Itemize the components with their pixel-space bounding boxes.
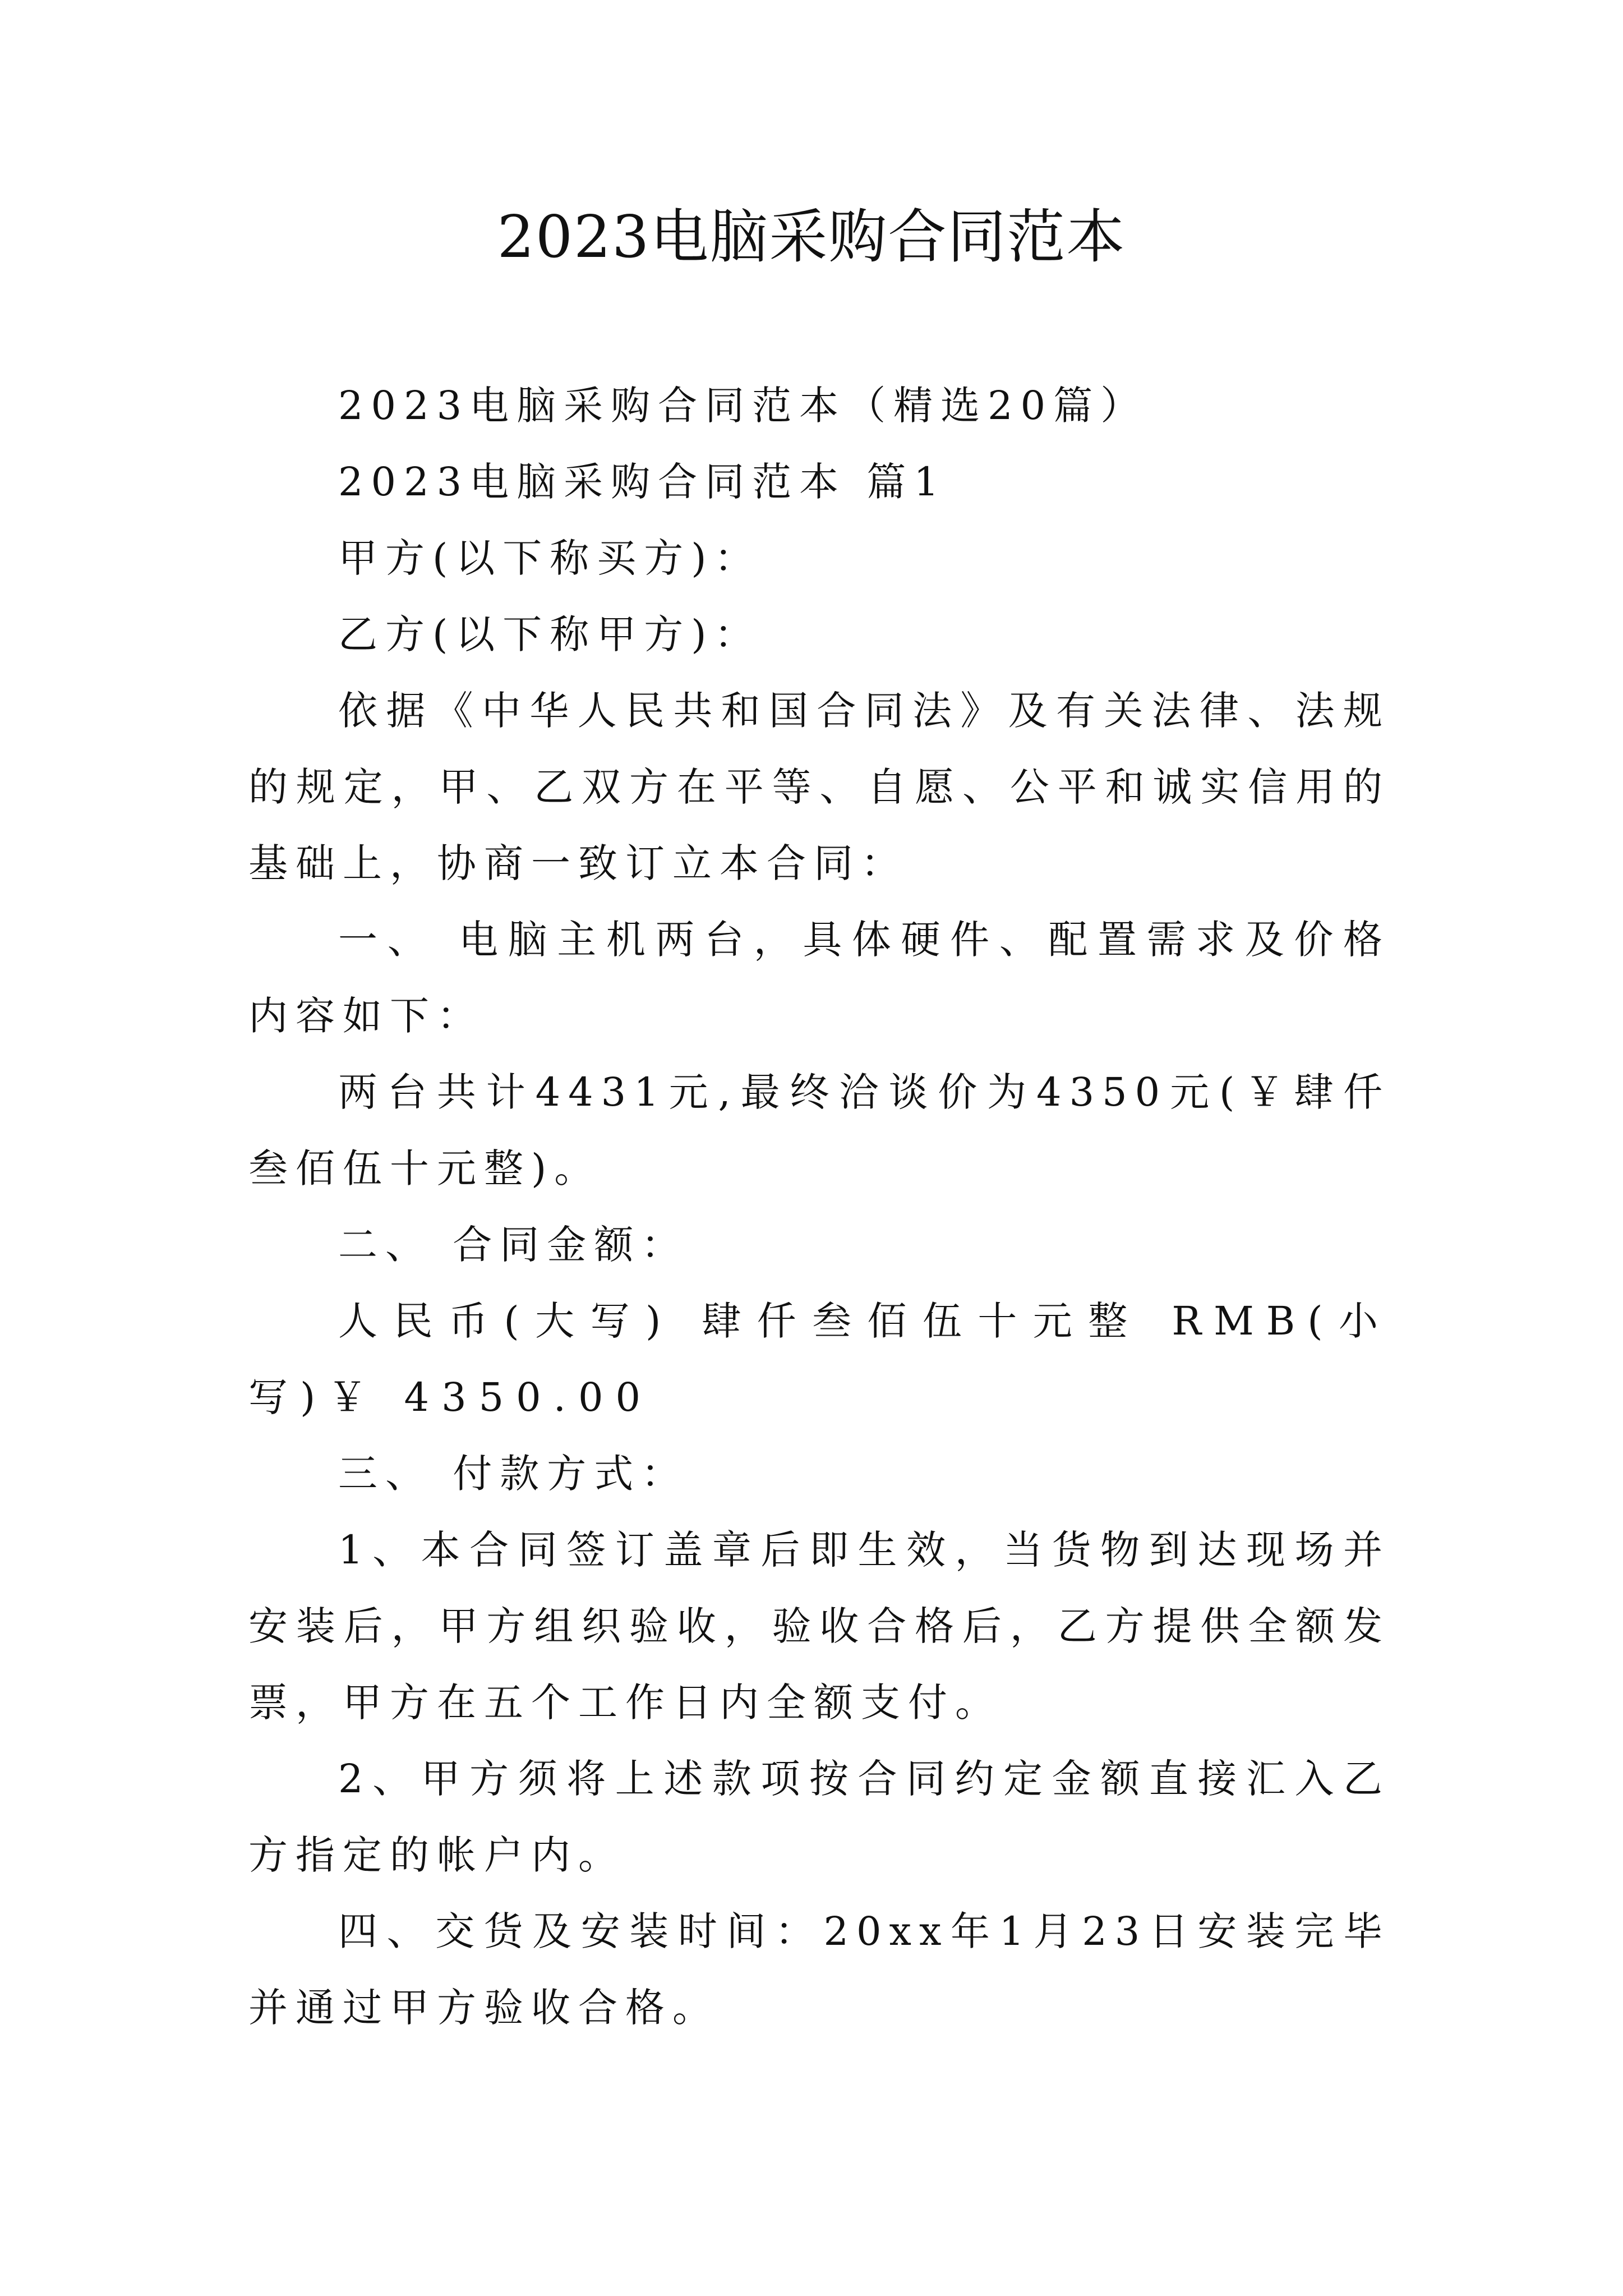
paragraph-clause-1: 一、 电脑主机两台，具体硬件、配置需求及价格内容如下： [248,917,1390,1039]
paragraph-party-b: 乙方(以下称甲方)： [338,611,762,657]
paragraph-clause-4: 四、交货及安装时间：20xx年1月23日安装完毕并通过甲方验收合格。 [248,1908,1390,2031]
paragraph-party-a: 甲方(以下称买方)： [338,535,762,581]
document-body [248,367,1390,2046]
document-title: 2023电脑采购合同范本 [497,203,1126,271]
paragraph-payment-2: 2、甲方须将上述款项按合同约定金额直接汇入乙方指定的帐户内。 [248,1756,1390,1878]
paragraph-clause-3: 三、 付款方式： [338,1451,689,1497]
paragraph-amount: 人民币(大写) 肆仟叁佰伍十元整 RMB(小写)￥ 4350.00 [248,1298,1390,1420]
paragraph-section-heading: 2023电脑采购合同范本 篇1 [338,459,947,505]
paragraph-subtitle: 2023电脑采购合同范本（精选20篇） [338,383,1148,429]
paragraph-preamble: 依据《中华人民共和国合同法》及有关法律、法规的规定，甲、乙双方在平等、自愿、公平和诚实信用的基础上，协商一致订立本合同： [248,688,1390,886]
paragraph-price: 两台共计4431元,最终洽谈价为4350元(￥肆仟叁佰伍十元整)。 [248,1069,1390,1191]
paragraph-clause-2: 二、 合同金额： [338,1222,689,1268]
paragraph-payment-1: 1、本合同签订盖章后即生效，当货物到达现场并安装后，甲方组织验收，验收合格后，乙方提供全额发票，甲方在五个工作日内全额支付。 [248,1527,1390,1726]
